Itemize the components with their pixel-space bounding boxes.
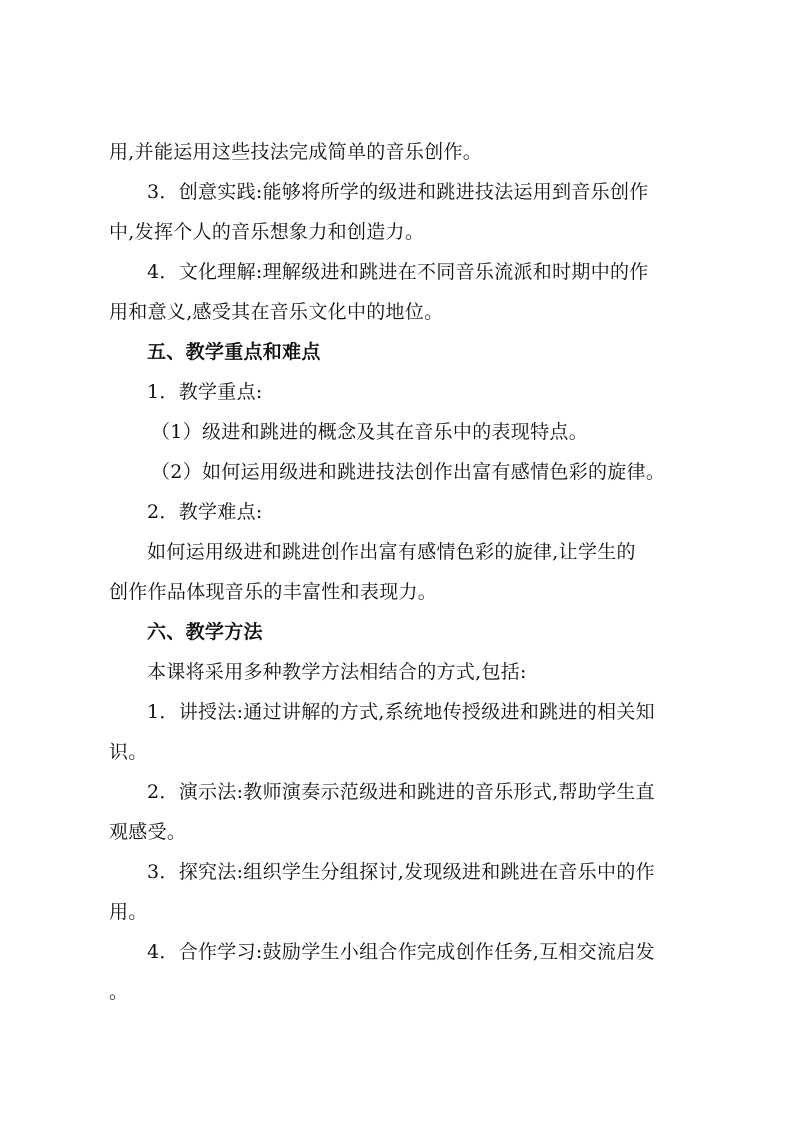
body-text-line: 用,并能运用这些技法完成简单的音乐创作。 [109,141,483,163]
list-item-focus-1: （1）级进和跳进的概念及其在音乐中的表现特点。 [151,421,588,443]
body-text-line: 如何运用级进和跳进创作出富有感情色彩的旋律,让学生的 [147,541,636,563]
list-item-focus-2: （2）如何运用级进和跳进技法创作出富有感情色彩的旋律。 [151,461,666,483]
list-item-inquiry-method: 3．探究法:组织学生分组探讨,发现级进和跳进在音乐中的作 [147,861,655,883]
body-text-line: 。 [109,981,129,1003]
list-item-cooperative-learning: 4．合作学习:鼓励学生小组合作完成创作任务,互相交流启发 [147,941,655,963]
body-text-line: 中,发挥个人的音乐想象力和创造力。 [109,221,425,243]
list-item-demonstration-method: 2．演示法:教师演奏示范级进和跳进的音乐形式,帮助学生直 [147,781,655,803]
section-heading-teaching-methods: 六、教学方法 [147,621,263,643]
list-item-cultural-understanding: 4．文化理解:理解级进和跳进在不同音乐流派和时期中的作 [147,261,649,283]
body-text-line: 创作作品体现音乐的丰富性和表现力。 [109,581,438,603]
section-heading-key-points: 五、教学重点和难点 [147,341,321,363]
subheading-teaching-difficulty: 2．教学难点: [147,501,263,523]
list-item-lecture-method: 1．讲授法:通过讲解的方式,系统地传授级进和跳进的相关知 [147,701,655,723]
body-text-line: 用和意义,感受其在音乐文化中的地位。 [109,301,444,323]
subheading-teaching-focus: 1．教学重点: [147,381,263,403]
list-item-creative-practice: 3．创意实践:能够将所学的级进和跳进技法运用到音乐创作 [147,181,649,203]
body-text-line: 识。 [109,741,148,763]
body-text-line: 观感受。 [109,821,187,843]
body-text-line: 本课将采用多种教学方法相结合的方式,包括: [147,661,527,683]
body-text-line: 用。 [109,901,148,923]
